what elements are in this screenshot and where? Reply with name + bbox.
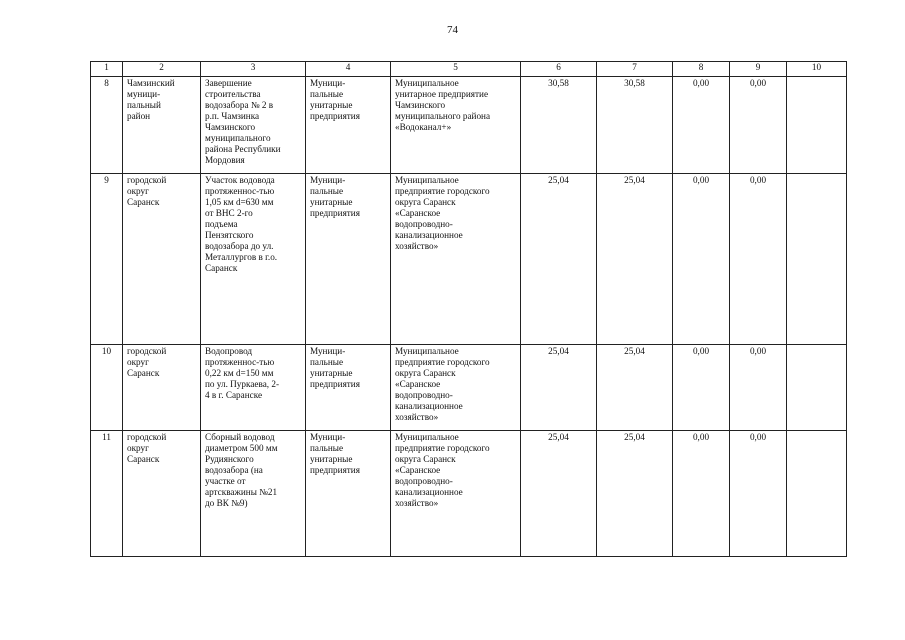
column-header: 10 — [787, 62, 847, 77]
row-number-cell: 8 — [91, 77, 123, 174]
value-cell: 0,00 — [730, 174, 787, 345]
row-number-cell: 10 — [91, 345, 123, 431]
value-cell: 0,00 — [673, 345, 730, 431]
org-type-cell: Муници- пальные унитарные предприятия — [306, 431, 391, 557]
column-header: 3 — [201, 62, 306, 77]
page-number: 74 — [447, 24, 458, 36]
value-cell: 30,58 — [521, 77, 597, 174]
column-header: 1 — [91, 62, 123, 77]
table-row — [91, 77, 847, 174]
value-cell: 0,00 — [673, 174, 730, 345]
org-type-cell: Муници- пальные унитарные предприятия — [306, 345, 391, 431]
table-row — [91, 345, 847, 431]
row-number-cell: 11 — [91, 431, 123, 557]
value-cell — [787, 77, 847, 174]
organization-cell: Муниципальное унитарное предприятие Чамзинского муниципального района «Водоканал+» — [391, 77, 521, 174]
object-cell: Водопровод протяженнос-тью 0,22 км d=150 мм по ул. Пуркаева, 2- 4 в г. Саранске — [201, 345, 306, 431]
value-cell — [787, 174, 847, 345]
value-cell: 25,04 — [521, 174, 597, 345]
value-cell: 25,04 — [521, 345, 597, 431]
object-cell: Завершение строительства водозабора № 2 в р.п. Чамзинка Чамзинского муниципального района Республики Мордовия — [201, 77, 306, 174]
value-cell — [787, 431, 847, 557]
value-cell: 25,04 — [597, 174, 673, 345]
table-row — [91, 431, 847, 557]
organization-cell: Муниципальное предприятие городского округа Саранск «Саранское водопроводно- канализационное хозяйство» — [391, 431, 521, 557]
column-header: 8 — [673, 62, 730, 77]
value-cell — [787, 345, 847, 431]
column-header: 5 — [391, 62, 521, 77]
value-cell: 25,04 — [597, 431, 673, 557]
org-type-cell: Муници- пальные унитарные предприятия — [306, 174, 391, 345]
column-header: 9 — [730, 62, 787, 77]
territory-cell: городской округ Саранск — [123, 345, 201, 431]
value-cell: 0,00 — [730, 345, 787, 431]
value-cell: 0,00 — [673, 77, 730, 174]
row-number-cell: 9 — [91, 174, 123, 345]
column-header: 4 — [306, 62, 391, 77]
territory-cell: городской округ Саранск — [123, 431, 201, 557]
value-cell: 0,00 — [730, 77, 787, 174]
data-table — [90, 61, 847, 557]
org-type-cell: Муници- пальные унитарные предприятия — [306, 77, 391, 174]
column-header: 7 — [597, 62, 673, 77]
territory-cell: Чамзинский муници- пальный район — [123, 77, 201, 174]
object-cell: Участок водовода протяженнос-тью 1,05 км d=630 мм от ВНС 2-го подъема Пензятского водозабора до ул. Металлургов в г.о. Саранск — [201, 174, 306, 345]
table-row — [91, 174, 847, 345]
value-cell: 0,00 — [730, 431, 787, 557]
organization-cell: Муниципальное предприятие городского округа Саранск «Саранское водопроводно- канализационное хозяйство» — [391, 345, 521, 431]
column-header: 2 — [123, 62, 201, 77]
object-cell: Сборный водовод диаметром 500 мм Рудиянского водозабора (на участке от артскважины №21 до ВК №9) — [201, 431, 306, 557]
table-header-row — [91, 62, 847, 77]
value-cell: 30,58 — [597, 77, 673, 174]
value-cell: 0,00 — [673, 431, 730, 557]
organization-cell: Муниципальное предприятие городского округа Саранск «Саранское водопроводно- канализационное хозяйство» — [391, 174, 521, 345]
value-cell: 25,04 — [597, 345, 673, 431]
column-header: 6 — [521, 62, 597, 77]
territory-cell: городской округ Саранск — [123, 174, 201, 345]
value-cell: 25,04 — [521, 431, 597, 557]
